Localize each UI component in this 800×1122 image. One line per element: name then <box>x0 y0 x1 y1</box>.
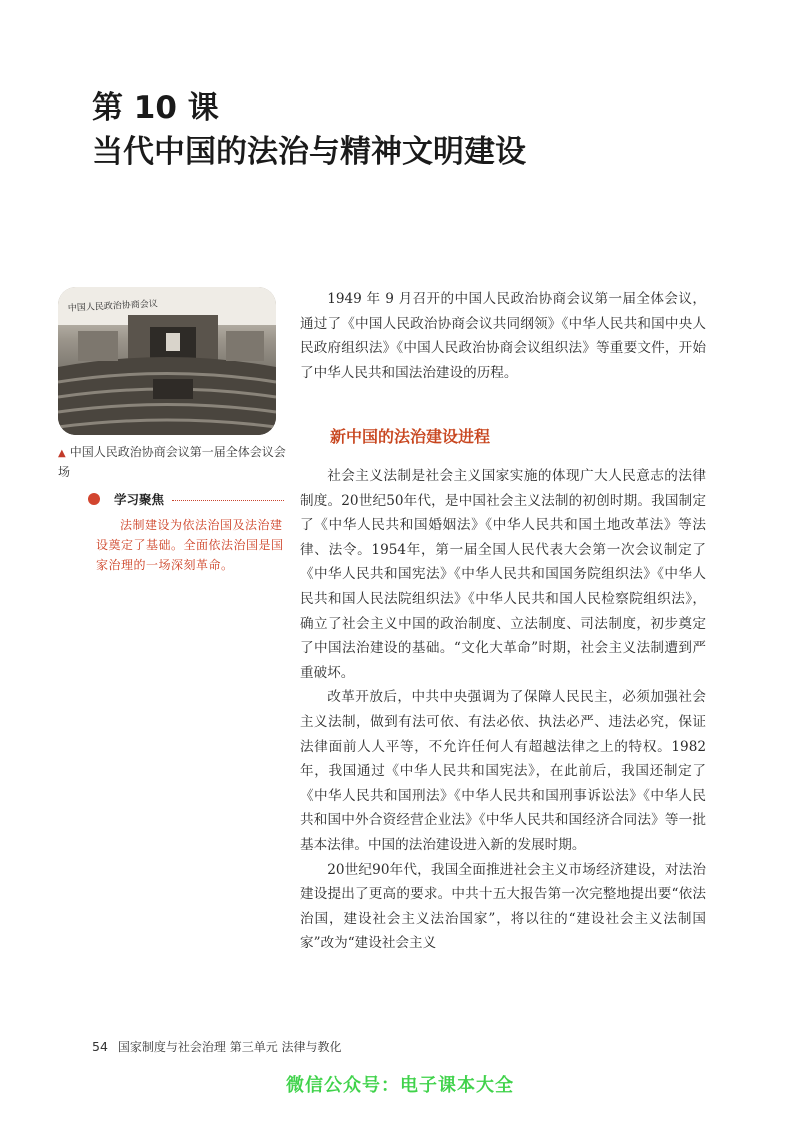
running-title: 国家制度与社会治理 第三单元 法律与教化 <box>117 1040 342 1054</box>
wechat-watermark: 微信公众号：电子课本大全 <box>286 1075 514 1096</box>
learning-focus-box <box>88 489 284 575</box>
photo-caption-text: 中国人民政治协商会议第一届全体会议会场 <box>58 445 286 479</box>
paragraph-3: 20世纪90年代，我国全面推进社会主义市场经济建设，对法治建设提出了更高的要求。中共十五大报告第一次完整地提出要“依法治国，建设社会主义法治国家”，将以往的“建设社会主义法制国家”改为“建设社会主义 <box>300 861 706 952</box>
cppcc-meeting-photo <box>58 287 276 435</box>
lesson-title: 当代中国的法治与精神文明建设 <box>92 134 526 170</box>
intro-paragraph: 1949 年 9 月召开的中国人民政治协商会议第一届全体会议，通过了《中国人民政治协商会议共同纲领》《中华人民共和国中央人民政府组织法》《中国人民政治协商会议组织法》等重要文件，开始了中华人民共和国法治建设的历程。 <box>300 291 706 381</box>
learning-focus-text: 法制建设为依法治国及法治建设奠定了基础。全面依法治国是国家治理的一场深刻革命。 <box>96 518 284 572</box>
learning-focus-label: 学习聚焦 <box>114 492 165 507</box>
focus-dot-icon <box>88 493 100 505</box>
photo-caption <box>58 443 286 482</box>
lesson-number: 第 10 课 <box>92 90 219 126</box>
svg-text:中国人民政治协商会议: 中国人民政治协商会议 <box>67 299 159 314</box>
page-footer <box>92 1038 342 1055</box>
page-number: 54 <box>92 1039 108 1054</box>
lesson-heading <box>92 88 526 172</box>
dotted-divider <box>172 500 284 501</box>
triangle-marker-icon: ▲ <box>58 448 66 459</box>
paragraph-1: 社会主义法制是社会主义国家实施的体现广大人民意志的法律制度。20世纪50年代，是中国社会主义法制的初创时期。我国制定了《中华人民共和国婚姻法》《中华人民共和国土地改革法》等法律、法令。1954年，第一届全国人民代表大会第一次会议制定了《中华人民共和国宪法》《中华人民共和国国务院组织法》《中华人民共和国人民法院组织法》《中华人民共和国人民检察院组织法》，确立了社会主义中国的政治制度、立法制度、司法制度，初步奠定了中国法治建设的基础。“文化大革命”时期，社会主义法制遭到严重破坏。 <box>300 468 706 681</box>
section-title: 新中国的法治建设进程 <box>330 427 491 446</box>
intro-block <box>300 287 706 385</box>
paragraph-2: 改革开放后，中共中央强调为了保障人民民主，必须加强社会主义法制，做到有法可依、有法必依、执法必严、违法必究，保证法律面前人人平等，不允许任何人有超越法律之上的特权。1982年，我国通过《中华人民共和国宪法》，在此前后，我国还制定了《中华人民共和国刑法》《中华人民共和国刑事诉讼法》《中华人民共和国中外合资经营企业法》《中华人民共和国经济合同法》等一批基本法律。中国的法治建设进入新的发展时期。 <box>300 689 706 853</box>
body-text <box>300 464 706 956</box>
